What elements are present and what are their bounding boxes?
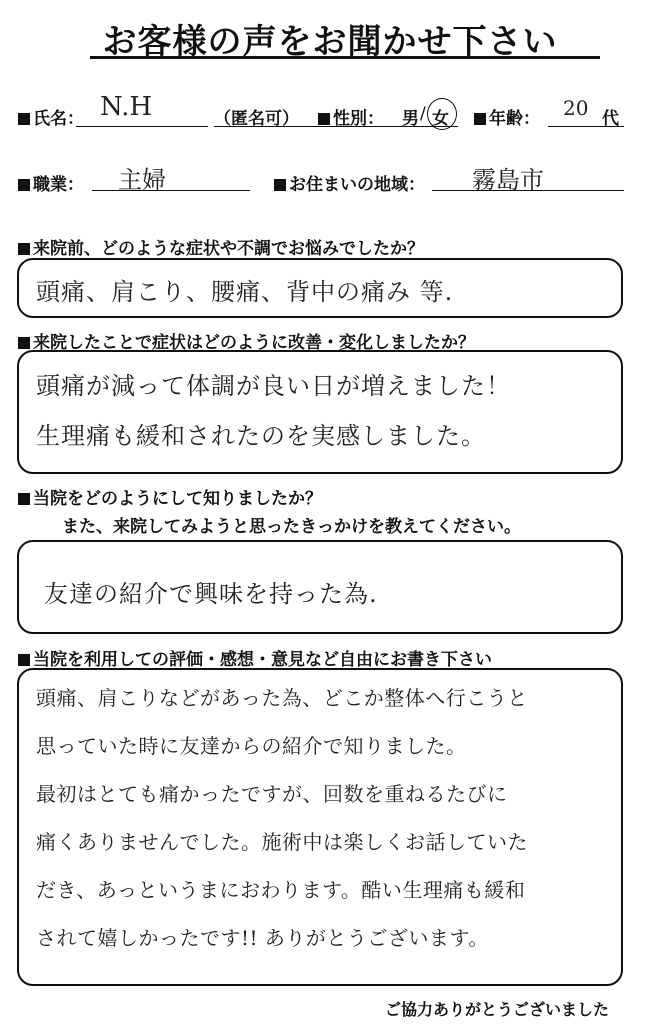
- age-suffix: 代: [602, 109, 619, 129]
- page-title: お客様の声をお聞かせ下さい: [102, 22, 558, 62]
- gender-separator: /: [420, 104, 426, 124]
- occupation-label: 職業：: [18, 170, 84, 195]
- square-bullet-icon: [18, 179, 30, 191]
- occupation-underline: [92, 190, 250, 191]
- square-bullet-icon: [318, 113, 330, 125]
- answer-feedback-line: 最初はとても痛かったですが、回数を重ねるたびに: [36, 782, 508, 806]
- area-value: 霧島市: [472, 166, 544, 194]
- answer-feedback-line: 思っていた時に友達からの紹介で知りました。: [36, 734, 467, 758]
- answer-improvement-line: 生理痛も緩和されたのを実感しました。: [36, 422, 486, 450]
- gender-underline: [298, 126, 458, 127]
- square-bullet-icon: [474, 113, 486, 125]
- square-bullet-icon: [18, 337, 30, 349]
- square-bullet-icon: [18, 654, 30, 666]
- question-symptoms: 来院前、どのような症状や不調でお悩みでしたか？: [18, 234, 424, 259]
- question-how-found: 当院をどのようにして知りましたか？: [18, 484, 322, 509]
- answer-symptoms-line: 頭痛、肩こり、腰痛、背中の痛み 等.: [36, 278, 454, 306]
- occupation-value: 主婦: [118, 166, 166, 194]
- answer-feedback-line: 頭痛、肩こりなどがあった為、どこか整体へ行こうと: [36, 686, 528, 710]
- area-label: お住まいの地域：: [274, 170, 425, 195]
- answer-feedback-line: 痛くありませんでした。施術中は楽しくお話していた: [36, 830, 528, 854]
- gender-option-female: 女: [432, 109, 449, 129]
- name-value: N.H: [100, 92, 153, 122]
- square-bullet-icon: [18, 493, 30, 505]
- square-bullet-icon: [274, 179, 286, 191]
- name-label: 氏名：: [18, 104, 84, 129]
- age-value: 20: [563, 96, 589, 120]
- gender-option-male: 男: [402, 109, 419, 129]
- area-underline: [432, 190, 624, 191]
- anonymous-underline: [214, 126, 310, 127]
- question-feedback: 当院を利用しての評価・感想・意見など自由にお書き下さい: [18, 645, 492, 670]
- age-label: 年齢：: [474, 104, 540, 129]
- thank-you-footer: ご協力ありがとうございました: [384, 1000, 609, 1019]
- answer-feedback-line: されて嬉しかったです!! ありがとうございます。: [36, 926, 489, 950]
- answer-feedback-line: だき、あっというまにおわります。酷い生理痛も緩和: [36, 878, 526, 902]
- question-how-found-line2: また、来院してみようと思ったきっかけを教えてください。: [62, 517, 521, 537]
- answer-how-found-line: 友達の紹介で興味を持った為.: [44, 580, 378, 608]
- square-bullet-icon: [18, 113, 30, 125]
- square-bullet-icon: [18, 243, 30, 255]
- title-underline: [90, 56, 600, 59]
- name-underline: [76, 126, 208, 127]
- age-underline: [548, 126, 624, 127]
- anonymous-note: （匿名可）: [214, 109, 299, 129]
- answer-improvement-line: 頭痛が減って体調が良い日が増えました！: [36, 372, 511, 400]
- question-improvement: 来院したことで症状はどのように改善・変化しましたか？: [18, 328, 475, 353]
- gender-label: 性別：: [318, 104, 384, 129]
